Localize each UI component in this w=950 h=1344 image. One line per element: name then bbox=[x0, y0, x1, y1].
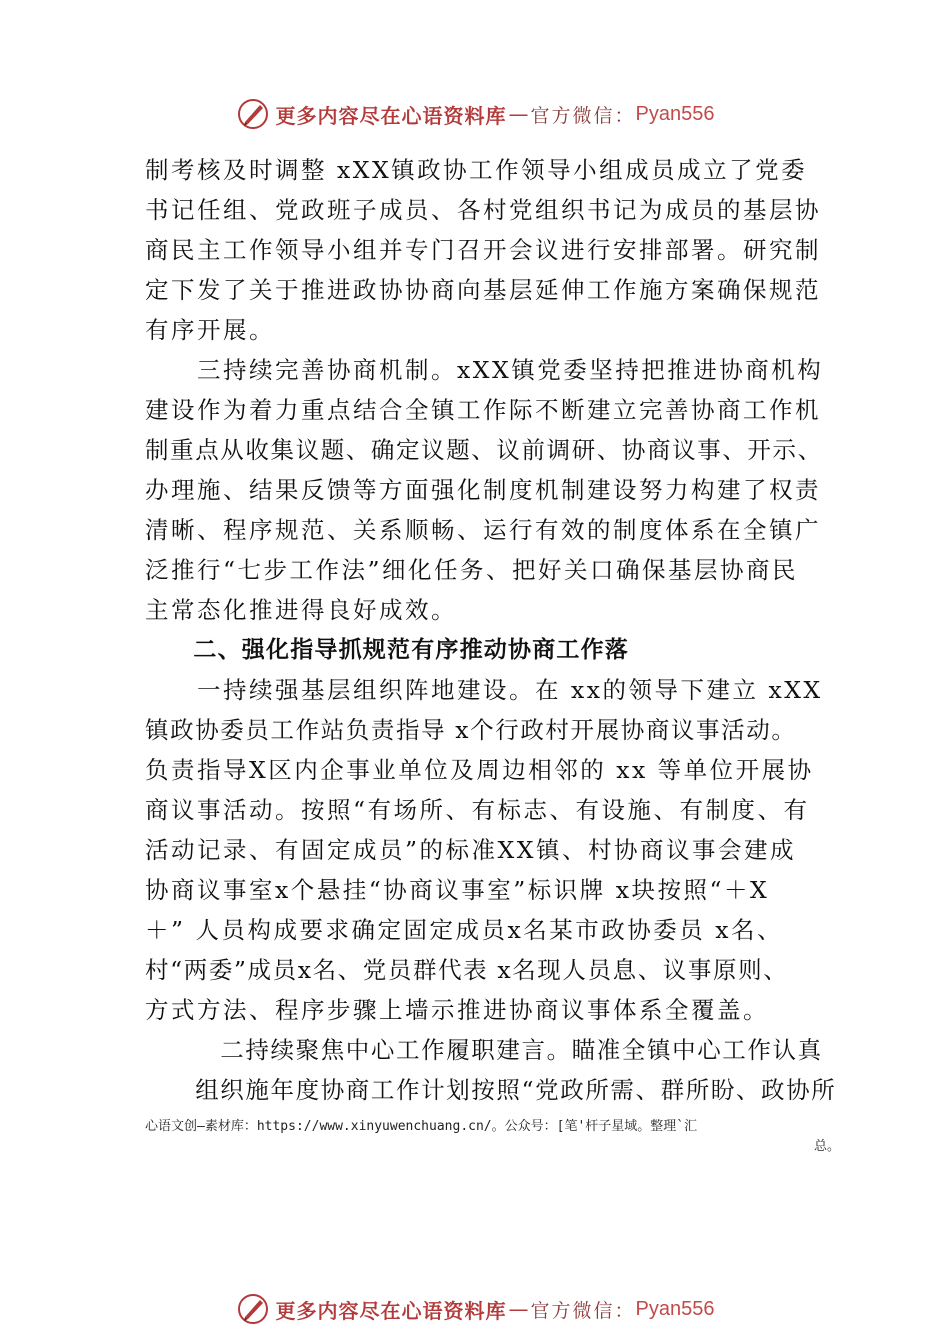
text-line: 三持续完善协商机制。xXX镇党委坚持把推进协商机构 bbox=[145, 356, 824, 384]
text-line: 清晰、程序规范、关系顺畅、运行有效的制度体系在全镇广 bbox=[145, 516, 821, 544]
text-line: 建设作为着力重点结合全镇工作际不断建立完善协商工作机 bbox=[145, 396, 821, 424]
text-line: 泛推行“七步工作法”细化任务、把好关口确保基层协商民 bbox=[145, 556, 799, 584]
text-line: 有序开展。 bbox=[145, 316, 275, 344]
banner-official: 官方微信： bbox=[530, 104, 636, 127]
text-line: 二持续聚焦中心工作履职建言。瞄准全镇中心工作认真 bbox=[145, 1036, 823, 1064]
pen-logo-icon bbox=[236, 97, 270, 131]
banner-separator: — bbox=[508, 1297, 529, 1321]
text-line: 镇政协委员工作站负责指导 x个行政村开展协商议事活动。 bbox=[145, 716, 797, 744]
text-line: 主常态化推进得良好成效。 bbox=[145, 596, 457, 624]
document-body bbox=[145, 150, 837, 1110]
text-line: 制重点从收集议题、确定议题、议前调研、协商议事、开示、 bbox=[145, 436, 823, 464]
text-line: ＋” 人员构成要求确定固定成员x名某市政协委员 x名、 bbox=[145, 916, 783, 944]
bottom-banner bbox=[0, 1287, 950, 1331]
text-line: 商民主工作领导小组并专门召开会议进行安排部署。研究制 bbox=[145, 236, 821, 264]
banner-handle: Pyan556 bbox=[635, 1297, 715, 1320]
top-banner bbox=[0, 92, 950, 136]
pen-logo-icon bbox=[236, 1292, 270, 1326]
text-line: 制考核及时调整 xXX镇政协工作领导小组成员成立了党委 bbox=[145, 156, 808, 184]
text-line: 协商议事室x个悬挂“协商议事室”标识牌 x块按照“＋X bbox=[145, 876, 770, 904]
text-line: 活动记录、有固定成员”的标准XX镇、村协商议事会建成 bbox=[145, 836, 796, 864]
text-line: 负责指导X区内企事业单位及周边相邻的 xx 等单位开展协 bbox=[145, 756, 814, 784]
text-line: 组织施年度协商工作计划按照“党政所需、群所盼、政协所 bbox=[145, 1076, 837, 1104]
text-line: 方式方法、程序步骤上墙示推进协商议事体系全覆盖。 bbox=[145, 996, 769, 1024]
source-note bbox=[145, 1117, 845, 1157]
text-line: 一持续强基层组织阵地建设。在 xx的领导下建立 xXX bbox=[145, 676, 823, 704]
text-line: 书记任组、党政班子成员、各村党组织书记为成员的基层协 bbox=[145, 196, 821, 224]
source-note-line: 总。 bbox=[813, 1139, 840, 1154]
source-note-line: 心语文创—素材库：https://www.xinyuwenchuang.cn/。公众号：[笔'杆子星域。整理`汇 bbox=[145, 1119, 698, 1134]
banner-handle: Pyan556 bbox=[635, 102, 715, 125]
text-line: 办理施、结果反馈等方面强化制度机制建设努力构建了权责 bbox=[145, 476, 821, 504]
banner-brand: 更多内容尽在心语资料库 bbox=[275, 103, 507, 128]
text-line: 定下发了关于推进政协协商向基层延伸工作施方案确保规范 bbox=[145, 276, 821, 304]
banner-official: 官方微信： bbox=[530, 1299, 636, 1322]
banner-brand: 更多内容尽在心语资料库 bbox=[275, 1298, 507, 1323]
section-heading: 二、强化指导抓规范有序推动协商工作落 bbox=[145, 637, 629, 663]
text-line: 村“两委”成员x名、党员群代表 x名现人员息、议事原则、 bbox=[145, 956, 789, 984]
banner-separator: — bbox=[508, 102, 529, 126]
text-line: 商议事活动。按照“有场所、有标志、有设施、有制度、有 bbox=[145, 796, 810, 824]
